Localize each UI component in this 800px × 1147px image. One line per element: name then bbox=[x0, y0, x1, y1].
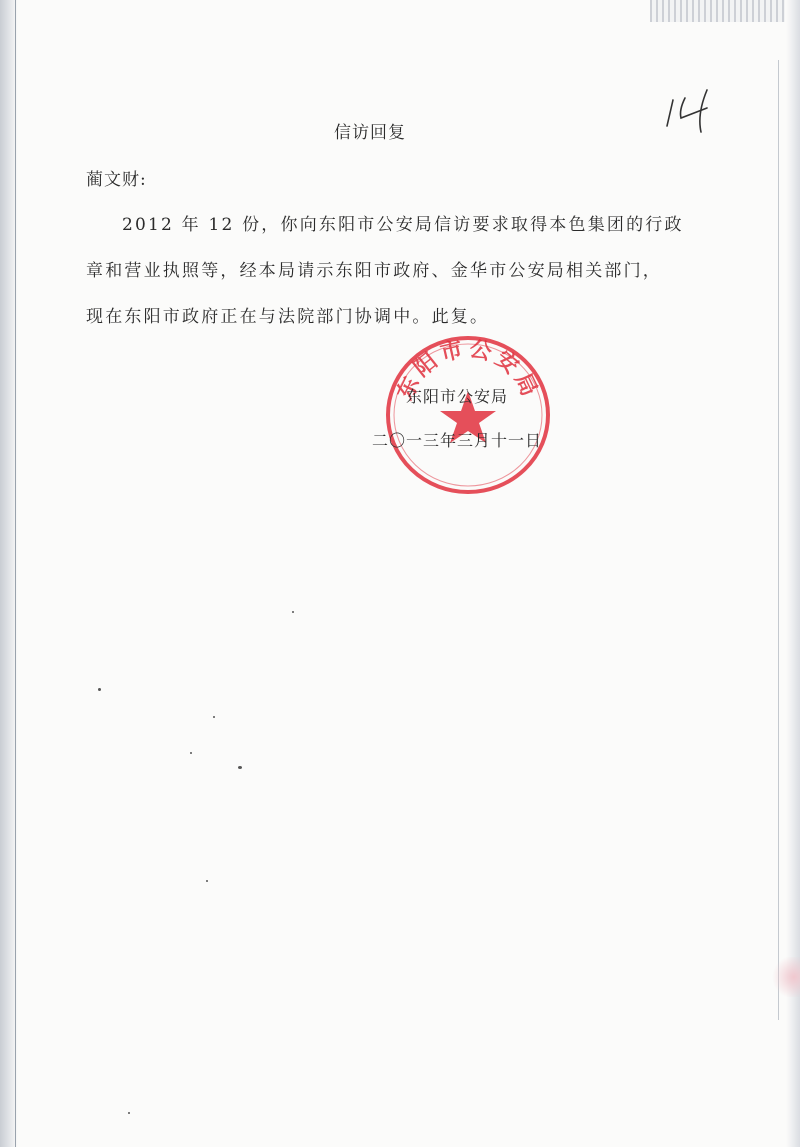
document-date: 二〇一三年三月十一日 bbox=[372, 431, 543, 450]
salutation: 蔺文财: bbox=[86, 170, 147, 190]
body-paragraph bbox=[86, 202, 684, 340]
scan-edge-line-right bbox=[778, 60, 779, 1020]
official-seal bbox=[383, 333, 553, 498]
scan-stain bbox=[770, 957, 800, 997]
scan-speck bbox=[128, 1112, 130, 1114]
body-line: 章和营业执照等，经本局请示东阳市政府、金华市公安局相关部门， bbox=[86, 261, 662, 281]
body-line: 现在东阳市政府正在与法院部门协调中。此复。 bbox=[86, 307, 490, 327]
document-title: 信访回复 bbox=[334, 123, 406, 143]
scan-speck bbox=[206, 880, 208, 882]
signer-name: 东阳市公安局 bbox=[406, 387, 509, 406]
scan-speck bbox=[213, 716, 215, 718]
scan-speck bbox=[292, 611, 294, 613]
body-line: 2012 年 12 份，你向东阳市公安局信访要求取得本色集团的行政 bbox=[122, 215, 684, 235]
scan-speck bbox=[190, 752, 192, 754]
seal-text: 东阳市公安局 bbox=[392, 335, 544, 404]
scan-speck bbox=[98, 688, 101, 691]
scan-noise bbox=[650, 0, 785, 22]
scan-speck bbox=[238, 766, 242, 769]
scan-edge-line bbox=[15, 0, 16, 1147]
